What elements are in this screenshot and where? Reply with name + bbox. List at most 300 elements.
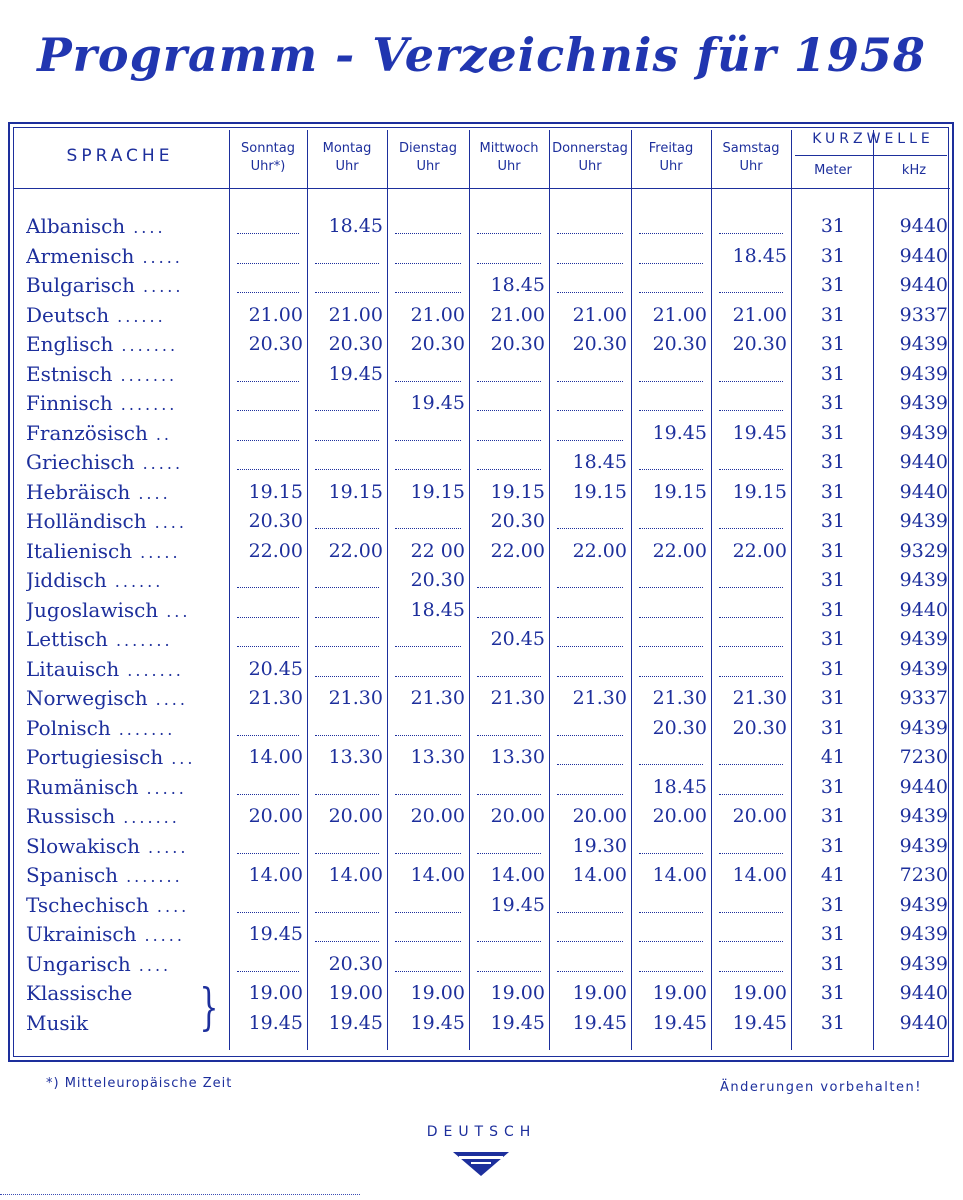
table-row <box>0 242 963 271</box>
time-cell <box>471 596 545 625</box>
language-label: Deutsch <box>26 302 110 327</box>
time-cell <box>389 714 465 743</box>
time-cell <box>309 271 383 300</box>
time-cell <box>309 242 383 271</box>
time-cell <box>551 507 627 536</box>
time-cell <box>713 743 787 772</box>
time-cell <box>471 566 545 595</box>
changes-note: Änderungen vorbehalten! <box>720 1080 922 1095</box>
table-row <box>0 832 963 861</box>
time-cell <box>633 212 707 241</box>
table-row <box>0 448 963 477</box>
time-cell: 21.30 <box>328 687 383 709</box>
meter-cell: 31 <box>820 362 845 385</box>
leader-dots: ....... <box>120 395 178 414</box>
time-cell: 20.30 <box>328 333 383 355</box>
table-row <box>0 1009 963 1038</box>
time-cell: 20.30 <box>248 510 303 532</box>
khz-cell: 9439 <box>899 333 948 355</box>
time-cell <box>389 655 465 684</box>
time-cell <box>389 507 465 536</box>
khz-cell: 9439 <box>899 392 948 414</box>
table-row <box>0 625 963 654</box>
time-cell <box>551 596 627 625</box>
language-name <box>26 419 226 448</box>
khz-cell: 9439 <box>899 716 948 739</box>
time-cell <box>389 625 465 654</box>
music-brace: } <box>199 978 219 1036</box>
time-cell: 19.15 <box>490 480 545 503</box>
meter-cell: 31 <box>820 1011 845 1034</box>
meter-cell: 31 <box>820 598 845 621</box>
time-cell: 18.45 <box>652 775 707 798</box>
time-cell: 19.00 <box>652 982 707 1004</box>
time-cell: 19.45 <box>572 1011 627 1034</box>
time-cell <box>231 596 303 625</box>
header-day-mittwoch <box>471 140 547 176</box>
time-cell: 19.15 <box>732 480 787 503</box>
time-cell <box>633 507 707 536</box>
time-cell: 13.30 <box>490 746 545 768</box>
time-cell: 20.00 <box>490 805 545 827</box>
time-cell: 20.45 <box>248 657 303 680</box>
time-cell <box>471 389 545 418</box>
time-cell: 19.15 <box>248 480 303 503</box>
time-cell <box>633 950 707 979</box>
time-cell: 19.45 <box>732 1011 787 1034</box>
khz-cell: 9440 <box>899 598 948 621</box>
time-cell <box>389 242 465 271</box>
time-cell: 21.00 <box>732 303 787 326</box>
time-cell <box>471 419 545 448</box>
time-cell: 20.00 <box>572 805 627 827</box>
time-cell: 18.45 <box>410 598 465 621</box>
time-cell <box>471 950 545 979</box>
time-cell <box>551 566 627 595</box>
time-cell <box>309 920 383 949</box>
time-cell: 19.45 <box>732 421 787 444</box>
time-cell: 19.45 <box>652 421 707 444</box>
time-cell <box>633 891 707 920</box>
language-name <box>26 743 226 772</box>
language-label: Hebräisch <box>26 479 131 504</box>
meter-cell: 31 <box>820 244 845 267</box>
time-cell: 18.45 <box>490 274 545 296</box>
leader-dots: ..... <box>144 926 185 945</box>
leader-dots: ....... <box>127 660 184 680</box>
time-cell <box>309 596 383 625</box>
meter-cell: 31 <box>820 805 845 827</box>
time-cell <box>551 625 627 654</box>
khz-cell: 9439 <box>899 923 948 945</box>
language-label: Polnisch <box>26 715 111 740</box>
meter-cell: 31 <box>820 569 845 591</box>
time-cell <box>551 920 627 949</box>
time-cell: 14.00 <box>572 864 627 886</box>
time-cell: 20.00 <box>248 805 303 827</box>
time-cell: 20.00 <box>410 805 465 827</box>
bottom-dotted-rule <box>0 1194 360 1195</box>
time-cell <box>633 596 707 625</box>
time-cell <box>713 566 787 595</box>
time-cell: 22.00 <box>652 539 707 562</box>
time-cell: 20.30 <box>652 333 707 355</box>
time-cell: 20.30 <box>490 333 545 355</box>
time-cell <box>551 212 627 241</box>
language-label: Englisch <box>26 332 114 356</box>
language-name <box>26 832 226 861</box>
time-cell: 19.15 <box>410 480 465 503</box>
leader-dots: .... <box>154 513 187 532</box>
time-cell: 14.00 <box>328 864 383 886</box>
time-cell: 20.30 <box>248 333 303 355</box>
time-cell <box>633 655 707 684</box>
time-cell: 14.00 <box>410 864 465 886</box>
time-cell <box>713 448 787 477</box>
language-label: Italienisch <box>26 538 133 563</box>
time-cell <box>231 212 303 241</box>
language-name <box>26 212 226 241</box>
time-cell: 19.45 <box>490 1011 545 1034</box>
language-name <box>26 802 226 831</box>
header-day-montag <box>309 140 385 176</box>
time-cell <box>231 271 303 300</box>
time-cell: 21.30 <box>490 687 545 709</box>
khz-cell: 9440 <box>899 451 948 473</box>
leader-dots: .... <box>133 218 166 237</box>
meter-cell: 31 <box>820 834 845 857</box>
leader-dots: .... <box>138 955 172 975</box>
meter-cell: 31 <box>820 510 845 532</box>
header-day-name: Donnerstag <box>552 141 628 156</box>
time-cell <box>231 448 303 477</box>
time-cell <box>471 773 545 802</box>
time-cell <box>231 773 303 802</box>
table-row <box>0 507 963 536</box>
time-cell <box>551 950 627 979</box>
khz-cell: 9439 <box>899 421 948 444</box>
table-row <box>0 714 963 743</box>
time-cell <box>389 773 465 802</box>
time-cell <box>309 448 383 477</box>
khz-cell: 9439 <box>899 834 948 857</box>
time-cell <box>231 891 303 920</box>
time-cell <box>551 743 627 772</box>
time-cell <box>471 714 545 743</box>
page-title: Programm - Verzeichnis für 1958 <box>37 28 926 82</box>
table-row <box>0 684 963 713</box>
time-cell <box>309 419 383 448</box>
table-row <box>0 920 963 949</box>
time-cell <box>231 566 303 595</box>
time-cell: 21.00 <box>572 303 627 326</box>
time-cell <box>713 625 787 654</box>
leader-dots: ....... <box>126 867 183 886</box>
time-cell: 20.30 <box>490 510 545 532</box>
table-row <box>0 271 963 300</box>
time-cell: 21.00 <box>410 303 465 326</box>
khz-cell: 9337 <box>899 687 948 709</box>
header-khz: kHz <box>901 163 927 178</box>
header-day-unit: Uhr <box>739 159 763 174</box>
time-cell <box>231 714 303 743</box>
time-cell <box>389 920 465 949</box>
meter-cell: 41 <box>820 864 845 886</box>
time-cell: 19.45 <box>248 923 303 945</box>
khz-cell: 9439 <box>899 628 948 650</box>
time-cell: 21.30 <box>410 687 465 709</box>
meter-cell: 31 <box>820 480 845 503</box>
time-cell: 20.00 <box>732 805 787 827</box>
language-label: Lettisch <box>26 627 108 651</box>
leader-dots: ....... <box>120 365 178 385</box>
broadcaster-logo-icon <box>451 1150 511 1178</box>
time-cell <box>389 950 465 979</box>
time-cell: 14.00 <box>248 864 303 886</box>
time-cell <box>471 920 545 949</box>
header-day-unit: Uhr <box>659 159 683 174</box>
time-cell <box>389 212 465 241</box>
header-day-name: Sonntag <box>241 141 295 156</box>
time-cell <box>713 360 787 389</box>
time-cell <box>713 773 787 802</box>
language-name <box>26 861 226 890</box>
header-day-freitag <box>633 140 709 176</box>
meter-cell: 31 <box>820 716 845 739</box>
language-name <box>26 242 226 271</box>
time-cell <box>389 271 465 300</box>
header-day-unit: Uhr <box>335 159 359 174</box>
time-cell <box>309 655 383 684</box>
language-name <box>26 389 226 418</box>
table-row <box>0 330 963 359</box>
time-cell: 20.30 <box>732 333 787 355</box>
time-cell: 21.00 <box>328 303 383 326</box>
time-cell: 19.30 <box>572 834 627 857</box>
table-row <box>0 360 963 389</box>
header-day-name: Samstag <box>722 141 780 156</box>
meter-cell: 31 <box>820 215 845 237</box>
language-label: Musik <box>26 1010 89 1035</box>
time-cell <box>633 625 707 654</box>
leader-dots: ..... <box>142 454 184 473</box>
header-day-unit: Uhr <box>578 159 602 174</box>
meter-cell: 31 <box>820 952 845 975</box>
khz-cell: 7230 <box>899 746 948 768</box>
time-cell <box>231 625 303 654</box>
language-label: Holländisch <box>26 509 147 533</box>
language-label: Norwegisch <box>26 686 148 710</box>
language-label: Finnisch <box>26 391 113 415</box>
time-cell <box>309 507 383 536</box>
table-row <box>0 773 963 802</box>
language-name <box>26 773 226 802</box>
time-cell <box>551 389 627 418</box>
time-cell: 20.00 <box>328 805 383 827</box>
khz-cell: 9439 <box>899 952 948 975</box>
language-name <box>26 684 226 713</box>
language-label: Ungarisch <box>26 951 131 976</box>
language-name <box>26 448 226 477</box>
language-label: Portugiesisch <box>26 745 164 769</box>
footer-language-label: DEUTSCH <box>426 1124 537 1140</box>
time-cell <box>551 714 627 743</box>
time-cell <box>231 832 303 861</box>
time-cell: 13.30 <box>410 746 465 768</box>
time-cell <box>309 891 383 920</box>
table-row <box>0 802 963 831</box>
leader-dots: ..... <box>146 778 187 798</box>
time-cell <box>713 920 787 949</box>
leader-dots: ... <box>166 601 191 621</box>
meter-cell: 31 <box>820 333 845 355</box>
time-cell: 22.00 <box>328 539 383 562</box>
time-cell: 22.00 <box>490 539 545 562</box>
leader-dots: .... <box>138 483 171 503</box>
language-label: Jiddisch <box>26 568 107 592</box>
time-cell: 14.00 <box>732 864 787 886</box>
time-cell <box>231 360 303 389</box>
time-cell <box>551 360 627 389</box>
header-day-name: Dienstag <box>399 141 457 156</box>
header-day-name: Freitag <box>648 141 694 156</box>
time-cell: 19.45 <box>490 893 545 916</box>
time-cell: 20.30 <box>652 716 707 739</box>
time-cell <box>633 743 707 772</box>
language-name <box>26 301 226 330</box>
time-cell: 18.45 <box>732 244 787 267</box>
table-row <box>0 419 963 448</box>
time-cell: 14.00 <box>490 864 545 886</box>
time-cell: 22.00 <box>732 539 787 562</box>
header-kurzwelle: KURZWELLE <box>812 131 934 147</box>
grid-hline <box>795 155 947 156</box>
time-cell <box>633 566 707 595</box>
language-name <box>26 950 226 979</box>
time-cell: 20.30 <box>410 333 465 355</box>
time-cell <box>713 832 787 861</box>
time-cell <box>633 389 707 418</box>
time-cell: 19.15 <box>328 480 383 503</box>
language-name <box>26 566 226 595</box>
table-row <box>0 301 963 330</box>
time-cell <box>633 832 707 861</box>
footnote-cet: *) Mitteleuropäische Zeit <box>46 1076 233 1091</box>
time-cell <box>551 655 627 684</box>
time-cell: 13.30 <box>328 746 383 768</box>
time-cell: 21.30 <box>248 687 303 709</box>
meter-cell: 31 <box>820 274 845 296</box>
time-cell <box>471 242 545 271</box>
table-row <box>0 861 963 890</box>
meter-cell: 41 <box>820 746 845 768</box>
time-cell <box>471 832 545 861</box>
time-cell <box>713 212 787 241</box>
time-cell: 19.00 <box>490 982 545 1004</box>
language-name <box>26 920 226 949</box>
table-row <box>0 891 963 920</box>
header-meter: Meter <box>814 163 852 178</box>
leader-dots: .... <box>156 896 190 916</box>
language-name <box>26 271 226 300</box>
time-cell: 19.45 <box>248 1011 303 1034</box>
time-cell: 19.45 <box>410 1011 465 1034</box>
time-cell: 19.45 <box>328 1011 383 1034</box>
time-cell <box>471 448 545 477</box>
language-name <box>26 1009 226 1038</box>
time-cell: 21.30 <box>652 687 707 709</box>
time-cell <box>389 448 465 477</box>
header-day-donnerstag <box>551 140 629 176</box>
khz-cell: 9440 <box>899 982 948 1004</box>
table-row <box>0 655 963 684</box>
time-cell <box>309 773 383 802</box>
time-cell: 19.00 <box>248 982 303 1004</box>
time-cell <box>389 891 465 920</box>
time-cell <box>713 596 787 625</box>
time-cell: 22.00 <box>572 539 627 562</box>
time-cell: 19.00 <box>328 982 383 1004</box>
table-row <box>0 389 963 418</box>
table-row <box>0 478 963 507</box>
time-cell: 21.00 <box>490 303 545 326</box>
header-day-name: Mittwoch <box>479 141 539 156</box>
khz-cell: 9439 <box>899 657 948 680</box>
table-row <box>0 596 963 625</box>
meter-cell: 31 <box>820 687 845 709</box>
language-name <box>26 596 226 625</box>
language-label: Albanisch <box>26 214 126 238</box>
language-name <box>26 979 226 1008</box>
table-row <box>0 979 963 1008</box>
time-cell <box>309 832 383 861</box>
khz-cell: 9439 <box>899 510 948 532</box>
language-label: Litauisch <box>26 656 120 681</box>
header-sprache: SPRACHE <box>66 146 174 166</box>
time-cell: 19.00 <box>410 982 465 1004</box>
language-name <box>26 537 226 566</box>
time-cell <box>713 389 787 418</box>
time-cell <box>551 773 627 802</box>
time-cell <box>389 419 465 448</box>
time-cell: 20.30 <box>572 333 627 355</box>
table-row <box>0 566 963 595</box>
meter-cell: 31 <box>820 893 845 916</box>
time-cell <box>231 242 303 271</box>
khz-cell: 9440 <box>899 480 948 503</box>
language-label: Klassische <box>26 981 133 1005</box>
time-cell <box>713 891 787 920</box>
time-cell: 20.30 <box>410 569 465 591</box>
language-name <box>26 714 226 743</box>
leader-dots: ....... <box>123 808 180 827</box>
header-day-samstag <box>713 140 789 176</box>
khz-cell: 9439 <box>899 893 948 916</box>
time-cell: 21.00 <box>652 303 707 326</box>
time-cell <box>309 566 383 595</box>
time-cell: 19.15 <box>652 480 707 503</box>
meter-cell: 31 <box>820 657 845 680</box>
language-label: Jugoslawisch <box>26 597 159 622</box>
time-cell: 19.45 <box>410 392 465 414</box>
time-cell <box>309 625 383 654</box>
khz-cell: 9440 <box>899 215 948 237</box>
time-cell <box>713 271 787 300</box>
time-cell: 19.45 <box>652 1011 707 1034</box>
language-name <box>26 360 226 389</box>
language-label: Bulgarisch <box>26 273 136 297</box>
time-cell: 19.15 <box>572 480 627 503</box>
